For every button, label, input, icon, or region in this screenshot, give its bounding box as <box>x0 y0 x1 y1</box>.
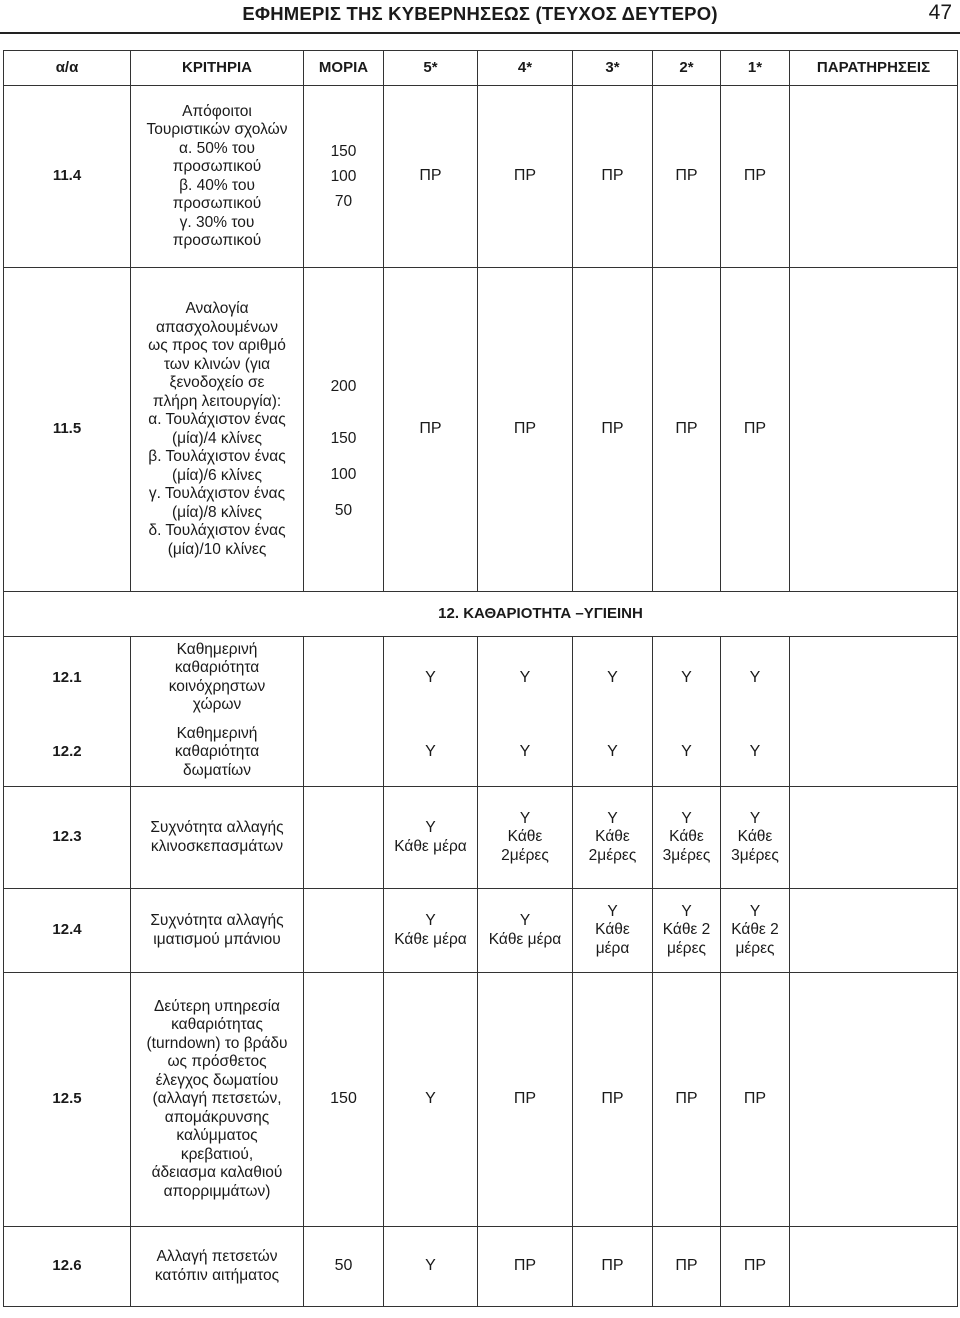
page-header <box>0 0 960 32</box>
rating-1star: ΠΡ <box>721 1227 790 1307</box>
rating-3star: ΠΡ <box>573 268 653 592</box>
remarks-cell <box>790 86 958 268</box>
rating-2star: ΠΡ <box>653 86 721 268</box>
section-row-12 <box>4 592 958 637</box>
rating-4star: Υ Κάθε 2μέρες <box>478 787 573 889</box>
rating-4star: Υ Κάθε μέρα <box>478 889 573 973</box>
rating-4star: Υ <box>478 719 573 787</box>
criteria-cell: Δεύτερη υπηρεσία καθαριότητας (turndown) το βράδυ ως πρόσθετος έλεγχος δωματίου (αλλαγή πετσετών, απομάκρυνσης καλύμματος κρεβατιού, άδειασμα καλαθιού απορριμμάτων) <box>131 973 304 1227</box>
rating-5star: ΠΡ <box>384 268 478 592</box>
gazette-title: ΕΦΗΜΕΡΙΣ ΤΗΣ ΚΥΒΕΡΝΗΣΕΩΣ (ΤΕΥΧΟΣ ΔΕΥΤΕΡΟ) <box>242 3 718 24</box>
rating-2star: ΠΡ <box>653 973 721 1227</box>
row-number: 11.4 <box>4 86 131 268</box>
criteria-cell: Αλλαγή πετσετών κατόπιν αιτήματος <box>131 1227 304 1307</box>
col-header-remarks: ΠΑΡΑΤΗΡΗΣΕΙΣ <box>790 51 958 86</box>
remarks-cell <box>790 1227 958 1307</box>
col-header-3star: 3* <box>573 51 653 86</box>
table-row-12-5 <box>4 973 958 1227</box>
rating-3star: ΠΡ <box>573 86 653 268</box>
table-row-12-1 <box>4 637 958 719</box>
remarks-cell <box>790 268 958 592</box>
remarks-cell <box>790 889 958 973</box>
rating-4star: ΠΡ <box>478 268 573 592</box>
criteria-cell: Απόφοιτοι Τουριστικών σχολών α. 50% του προσωπικού β. 40% του προσωπικού γ. 30% του προσωπικού <box>131 86 304 268</box>
table-row-11-5 <box>4 268 958 592</box>
criteria-cell: Καθημερινή καθαριότητα κοινόχρηστων χώρων <box>131 637 304 719</box>
rating-4star: ΠΡ <box>478 86 573 268</box>
criteria-cell: Αναλογία απασχολουμένων ως προς τον αριθμό των κλινών (για ξενοδοχείο σε πλήρη λειτουργία): α. Τουλάχιστον ένας (μία)/4 κλίνες β. Τουλάχιστον ένας (μία)/6 κλίνες γ. Τουλάχιστον ένας (μία)/8 κλίνες δ. Τουλάχιστον ένας (μία)/10 κλίνες <box>131 268 304 592</box>
criteria-cell: Συχνότητα αλλαγής ιματισμού μπάνιου <box>131 889 304 973</box>
rating-4star: ΠΡ <box>478 1227 573 1307</box>
col-header-5star: 5* <box>384 51 478 86</box>
page-number: 47 <box>928 1 952 24</box>
header-divider <box>0 32 960 34</box>
rating-2star: ΠΡ <box>653 1227 721 1307</box>
rating-4star: ΠΡ <box>478 973 573 1227</box>
rating-3star: Υ Κάθε 2μέρες <box>573 787 653 889</box>
row-number: 12.5 <box>4 973 131 1227</box>
points-cell <box>304 787 384 889</box>
remarks-cell <box>790 719 958 787</box>
rating-1star: ΠΡ <box>721 973 790 1227</box>
rating-1star: Υ Κάθε 3μέρες <box>721 787 790 889</box>
remarks-cell <box>790 637 958 719</box>
row-number: 12.4 <box>4 889 131 973</box>
col-header-1star: 1* <box>721 51 790 86</box>
row-number: 12.6 <box>4 1227 131 1307</box>
col-header-points: ΜΟΡΙΑ <box>304 51 384 86</box>
remarks-cell <box>790 787 958 889</box>
col-header-4star: 4* <box>478 51 573 86</box>
rating-5star: Υ <box>384 973 478 1227</box>
rating-4star: Υ <box>478 637 573 719</box>
points-cell <box>304 637 384 719</box>
rating-3star: Υ <box>573 719 653 787</box>
rating-1star: ΠΡ <box>721 268 790 592</box>
rating-1star: Υ Κάθε 2 μέρες <box>721 889 790 973</box>
remarks-cell <box>790 973 958 1227</box>
col-header-2star: 2* <box>653 51 721 86</box>
table-row-12-6 <box>4 1227 958 1307</box>
criteria-cell: Καθημερινή καθαριότητα δωματίων <box>131 719 304 787</box>
rating-5star: Υ <box>384 637 478 719</box>
col-header-aa: α/α <box>4 51 131 86</box>
rating-2star: Υ Κάθε 2 μέρες <box>653 889 721 973</box>
rating-1star: Υ <box>721 719 790 787</box>
row-number: 11.5 <box>4 268 131 592</box>
criteria-cell: Συχνότητα αλλαγής κλινοσκεπασμάτων <box>131 787 304 889</box>
row-number: 12.1 <box>4 637 131 719</box>
table-row-12-4 <box>4 889 958 973</box>
row-number: 12.3 <box>4 787 131 889</box>
rating-5star: Υ <box>384 719 478 787</box>
table-header-row <box>4 51 958 86</box>
points-cell <box>304 889 384 973</box>
points-cell: 200 150 100 50 <box>304 268 384 592</box>
rating-2star: Υ <box>653 637 721 719</box>
points-cell: 50 <box>304 1227 384 1307</box>
rating-2star: Υ <box>653 719 721 787</box>
points-cell: 150 100 70 <box>304 86 384 268</box>
table-row-12-3 <box>4 787 958 889</box>
table-row-12-2 <box>4 719 958 787</box>
row-number: 12.2 <box>4 719 131 787</box>
points-cell: 150 <box>304 973 384 1227</box>
col-header-criteria: ΚΡΙΤΗΡΙΑ <box>131 51 304 86</box>
section-title: 12. ΚΑΘΑΡΙΟΤΗΤΑ –ΥΓΙΕΙΝΗ <box>4 592 958 637</box>
rating-3star: ΠΡ <box>573 973 653 1227</box>
rating-2star: ΠΡ <box>653 268 721 592</box>
rating-2star: Υ Κάθε 3μέρες <box>653 787 721 889</box>
rating-1star: Υ <box>721 637 790 719</box>
rating-3star: Υ <box>573 637 653 719</box>
rating-5star: Υ Κάθε μέρα <box>384 889 478 973</box>
table-row-11-4 <box>4 86 958 268</box>
criteria-table <box>3 50 958 1307</box>
rating-5star: ΠΡ <box>384 86 478 268</box>
points-cell <box>304 719 384 787</box>
rating-3star: Υ Κάθε μέρα <box>573 889 653 973</box>
rating-5star: Υ Κάθε μέρα <box>384 787 478 889</box>
rating-3star: ΠΡ <box>573 1227 653 1307</box>
rating-5star: Υ <box>384 1227 478 1307</box>
rating-1star: ΠΡ <box>721 86 790 268</box>
